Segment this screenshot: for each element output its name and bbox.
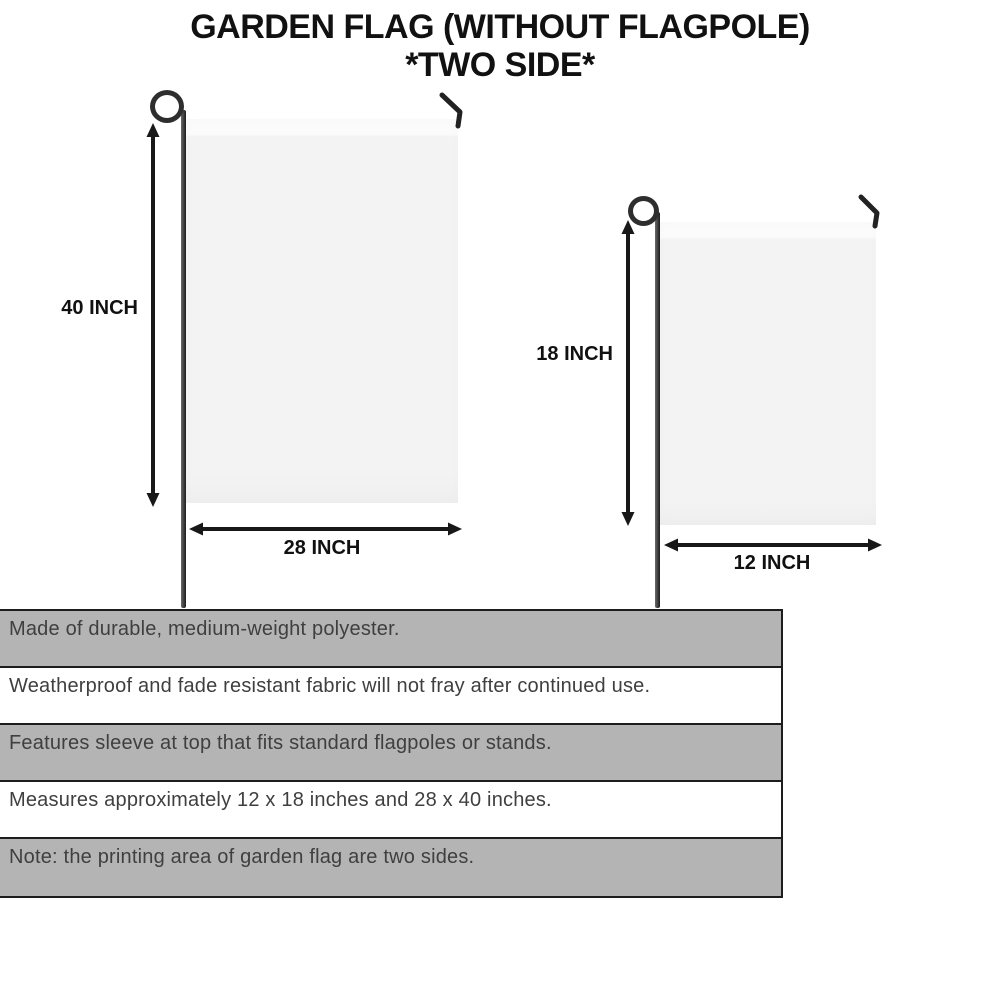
large-flag-height-arrow — [144, 123, 162, 507]
large-flag-height-label: 40 INCH — [61, 297, 138, 319]
large-flag-canvas — [185, 119, 458, 503]
small-flagpole — [655, 212, 660, 608]
page-title-line1: GARDEN FLAG (WITHOUT FLAGPOLE) — [190, 8, 810, 46]
small-flag-height-label: 18 INCH — [536, 343, 613, 365]
info-table — [0, 609, 783, 898]
large-flag-width-label: 28 INCH — [283, 537, 361, 559]
small-flag-height-arrow — [619, 220, 637, 526]
small-flag-canvas — [660, 222, 876, 525]
large-pole-loop-icon — [150, 90, 184, 123]
large-flagpole — [181, 110, 186, 608]
info-row-weatherproof: Weatherproof and fade resistant fabric will not fray after continued use. — [0, 668, 781, 725]
info-row-sleeve: Features sleeve at top that fits standard flagpoles or stands. — [0, 725, 781, 782]
info-row-measurements: Measures approximately 12 x 18 inches and 28 x 40 inches. — [0, 782, 781, 839]
small-flag-width-label: 12 INCH — [733, 552, 811, 574]
info-row-note: Note: the printing area of garden flag are two sides. — [0, 839, 781, 896]
info-row-material: Made of durable, medium-weight polyester. — [0, 611, 781, 668]
small-pole-hook-icon — [857, 192, 885, 232]
large-pole-hook-icon — [438, 90, 468, 132]
page-title-line2: *TWO SIDE* — [405, 46, 595, 84]
